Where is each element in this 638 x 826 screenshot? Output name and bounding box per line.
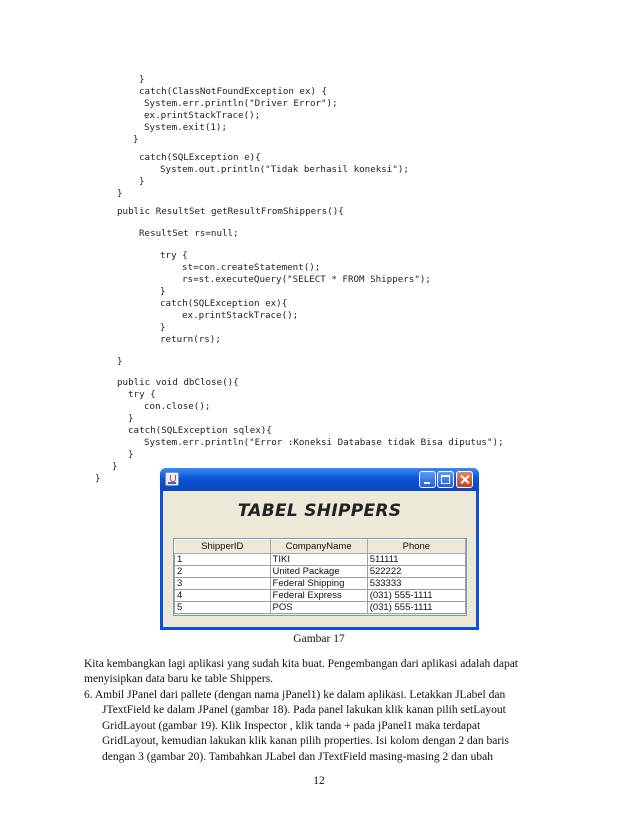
code-line: ex.printStackTrace(); bbox=[182, 310, 299, 321]
code-line: System.out.println("Tidak berhasil koneksi"); bbox=[160, 164, 409, 175]
cell-companyname[interactable]: Federal Shipping bbox=[270, 578, 367, 590]
code-line: } bbox=[139, 74, 145, 85]
code-line: System.exit(1); bbox=[144, 122, 227, 133]
code-line: con.close(); bbox=[144, 401, 211, 412]
paragraph-line: menyisipkan data baru ke table Shippers. bbox=[84, 673, 274, 685]
code-line: catch(SQLException sqlex){ bbox=[128, 425, 272, 436]
code-line: try { bbox=[160, 250, 188, 261]
code-line: try { bbox=[128, 389, 156, 400]
window-content bbox=[163, 491, 476, 627]
table-row[interactable] bbox=[175, 566, 466, 578]
code-line: ResultSet rs=null; bbox=[139, 228, 239, 239]
code-line: } bbox=[160, 322, 166, 333]
code-line: catch(SQLException ex){ bbox=[160, 298, 288, 309]
table-heading: TABEL SHIPPERS bbox=[237, 501, 402, 521]
paragraph-line: GridLayout, kemudian lakukan klik kanan pilih properties. Isi kolom dengan 2 dan baris bbox=[102, 735, 509, 747]
maximize-button[interactable] bbox=[437, 471, 454, 488]
table-row[interactable] bbox=[175, 554, 466, 566]
java-cup-icon bbox=[165, 472, 179, 486]
app-window bbox=[160, 468, 479, 630]
table-row[interactable] bbox=[175, 602, 466, 614]
page-number: 12 bbox=[313, 775, 325, 787]
cell-shipperid[interactable]: 5 bbox=[175, 602, 271, 614]
cell-shipperid[interactable]: 2 bbox=[175, 566, 271, 578]
cell-companyname[interactable]: United Package bbox=[270, 566, 367, 578]
code-line: } bbox=[128, 449, 134, 460]
figure-caption: Gambar 17 bbox=[293, 633, 345, 645]
cell-companyname[interactable]: POS bbox=[270, 602, 367, 614]
close-button[interactable] bbox=[456, 471, 473, 488]
table-row[interactable] bbox=[175, 590, 466, 602]
column-header-companyname[interactable]: CompanyName bbox=[270, 540, 367, 554]
cell-shipperid[interactable]: 1 bbox=[175, 554, 271, 566]
minimize-button[interactable] bbox=[419, 471, 436, 488]
shippers-table[interactable] bbox=[174, 539, 466, 614]
code-line: } bbox=[95, 473, 101, 484]
code-line: } bbox=[112, 461, 118, 472]
paragraph-line: 6. Ambil JPanel dari pallete (dengan nama jPanel1) ke dalam aplikasi. Letakkan JLabel dan bbox=[84, 689, 506, 701]
cell-shipperid[interactable]: 4 bbox=[175, 590, 271, 602]
code-line: public ResultSet getResultFromShippers(){ bbox=[117, 206, 344, 217]
cell-shipperid[interactable]: 3 bbox=[175, 578, 271, 590]
paragraph-line: dengan 3 (gambar 20). Tambahkan JLabel dan JTextField masing-masing 2 dan ubah bbox=[102, 751, 493, 763]
code-line: st=con.createStatement(); bbox=[182, 262, 321, 273]
paragraph-line: GridLayout (gambar 19). Klik Inspector , klik tanda + pada jPanel1 maka terdapat bbox=[102, 720, 481, 732]
paragraph-line: Kita kembangkan lagi aplikasi yang sudah kita buat. Pengembangan dari aplikasi adalah dapat bbox=[84, 658, 518, 670]
cell-companyname[interactable]: TIKI bbox=[270, 554, 367, 566]
code-line: catch(SQLException e){ bbox=[139, 152, 261, 163]
code-line: } bbox=[117, 356, 123, 367]
code-line: } bbox=[160, 286, 166, 297]
cell-phone[interactable]: (031) 555-1111 bbox=[367, 590, 465, 602]
code-line: } bbox=[139, 176, 145, 187]
cell-phone[interactable]: 533333 bbox=[367, 578, 465, 590]
code-line: return(rs); bbox=[160, 334, 221, 345]
code-line: ex.printStackTrace(); bbox=[144, 110, 261, 121]
code-line: rs=st.executeQuery("SELECT * FROM Shippers"); bbox=[182, 274, 431, 285]
window-titlebar[interactable] bbox=[160, 468, 479, 491]
code-line: public void dbClose(){ bbox=[117, 377, 239, 388]
code-line: System.err.println("Error :Koneksi Database tidak Bisa diputus"); bbox=[144, 437, 504, 448]
table-row[interactable] bbox=[175, 578, 466, 590]
cell-phone[interactable]: 522222 bbox=[367, 566, 465, 578]
code-line: catch(ClassNotFoundException ex) { bbox=[139, 86, 328, 97]
cell-phone[interactable]: (031) 555-1111 bbox=[367, 602, 465, 614]
column-header-shipperid[interactable]: ShipperID bbox=[175, 540, 271, 554]
cell-companyname[interactable]: Federal Express bbox=[270, 590, 367, 602]
table-header-row bbox=[175, 540, 466, 554]
code-line: System.err.println("Driver Error"); bbox=[144, 98, 338, 109]
cell-phone[interactable]: 511111 bbox=[367, 554, 465, 566]
paragraph-line: JTextField ke dalam JPanel (gambar 18). Pada panel lakukan klik kanan pilih setLayout bbox=[102, 704, 506, 716]
column-header-phone[interactable]: Phone bbox=[367, 540, 465, 554]
code-line: } bbox=[128, 413, 134, 424]
code-line: } bbox=[117, 188, 123, 199]
code-line: } bbox=[133, 134, 139, 145]
